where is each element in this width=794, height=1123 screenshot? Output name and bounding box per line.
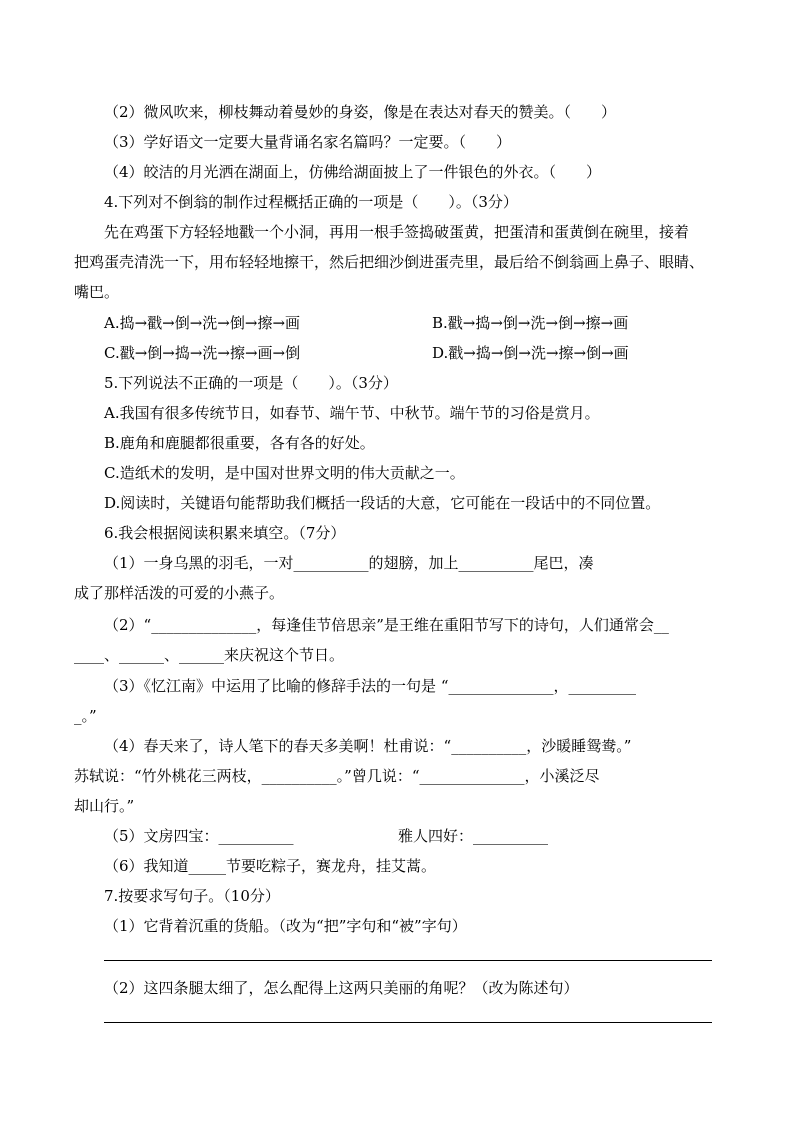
question-6-item-1-line-2: 成了那样活泼的可爱的小燕子。 (74, 584, 285, 602)
question-4-passage-line-3: 嘴巴。 (74, 283, 120, 301)
question-7-item-2: （2）这四条腿太细了，怎么配得上这两只美丽的角呢？（改为陈述句） (104, 979, 579, 997)
question-7-item-1: （1）它背着沉重的货船。（改为“把”字句和“被”字句） (104, 917, 467, 935)
q3-item-3: （3）学好语文一定要大量背诵名家名篇吗？一定要。（ ） (104, 133, 512, 151)
question-5-option-a: A.我国有很多传统节日，如春节、端午节、中秋节。端午节的习俗是赏月。 (104, 404, 600, 422)
question-4-passage-line-2: 把鸡蛋壳清洗一下，用布轻轻地擦干，然后把细沙倒进蛋壳里，最后给不倒翁画上鼻子、眼睛、 (74, 253, 705, 271)
question-6-title: 6.我会根据阅读积累来填空。（7分） (104, 524, 346, 542)
question-7-title: 7.按要求写句子。（10分） (104, 887, 280, 905)
question-5-title: 5.下列说法不正确的一项是（ ）。（3分） (104, 374, 398, 392)
question-6-item-3-line-1: （3）《忆江南》中运用了比喻的修辞手法的一句是 “______________，_________ (104, 677, 636, 695)
question-5-option-b: B.鹿角和鹿腿都很重要，各有各的好处。 (104, 434, 375, 452)
question-6-item-4-line-2: 苏轼说：“竹外桃花三两枝，__________。”曾几说：“______________，小溪泛尽 (74, 767, 600, 785)
question-4-passage-line-1: 先在鸡蛋下方轻轻地戳一个小洞，再用一根手签捣破蛋黄，把蛋清和蛋黄倒在碗里，接着 (104, 223, 690, 241)
q3-item-2: （2）微风吹来，柳枝舞动着曼妙的身姿，像是在表达对春天的赞美。（ ） (104, 103, 617, 121)
question-6-item-6: （6）我知道_____节要吃粽子，赛龙舟，挂艾蒿。 (104, 857, 437, 875)
question-4-option-a: A.捣→戳→倒→洗→倒→擦→画 (104, 314, 301, 332)
question-4-title: 4.下列对不倒翁的制作过程概括正确的一项是（ ）。（3分） (104, 193, 518, 211)
question-4-option-c: C.戳→倒→捣→洗→擦→画→倒 (104, 344, 301, 362)
question-6-item-3-line-2: _。” (74, 707, 97, 725)
question-6-item-5-four-hobbies: 雅人四好：__________ (398, 827, 549, 845)
answer-line-2[interactable] (104, 1022, 712, 1023)
question-6-item-5-four-treasures: （5）文房四宝：__________ (104, 827, 294, 845)
question-5-option-c: C.造纸术的发明，是中国对世界文明的伟大贡献之一。 (104, 464, 465, 482)
question-6-item-4-line-1: （4）春天来了，诗人笔下的春天多美啊！杜甫说：“__________，沙暖睡鸳鸯。” (104, 737, 632, 755)
question-4-option-b: B.戳→捣→倒→洗→倒→擦→画 (432, 314, 629, 332)
question-6-item-2-line-2: ____、______、______来庆祝这个节日。 (74, 646, 345, 664)
question-6-item-2-line-1: （2）“______________，每逢佳节倍思亲”是王维在重阳节写下的诗句，人们通常会__ (104, 616, 669, 634)
question-6-item-4-line-3: 却山行。” (74, 797, 135, 815)
q3-item-4: （4）皎洁的月光洒在湖面上，仿佛给湖面披上了一件银色的外衣。（ ） (104, 163, 602, 181)
answer-line-1[interactable] (104, 960, 712, 961)
question-5-option-d: D.阅读时，关键语句能帮助我们概括一段话的大意，它可能在一段话中的不同位置。 (104, 494, 661, 512)
question-4-option-d: D.戳→捣→倒→洗→擦→倒→画 (432, 344, 629, 362)
question-6-item-1-line-1: （1）一身乌黑的羽毛，一对__________的翅膀，加上__________尾巴，凑 (104, 554, 594, 572)
